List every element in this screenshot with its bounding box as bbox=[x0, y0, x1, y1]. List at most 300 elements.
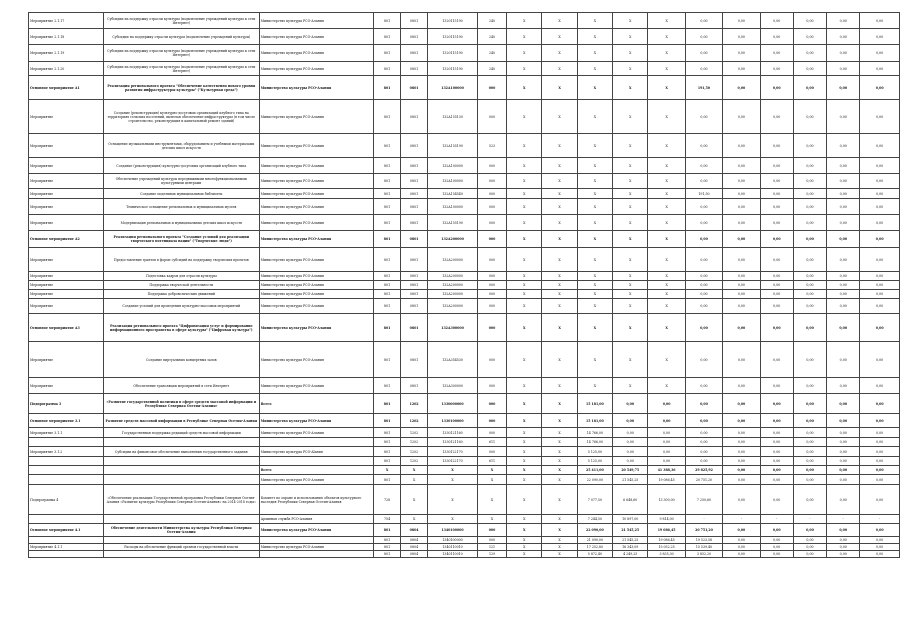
row-vr: 240 bbox=[477, 29, 506, 45]
row-label: Мероприятие bbox=[29, 342, 104, 378]
row-year-7: 0,00 bbox=[723, 174, 760, 189]
row-year-2: X bbox=[542, 45, 577, 62]
row-year-10: 0,00 bbox=[827, 414, 860, 428]
row-title: Создание (реконструкция) культурно-досуговых организаций клубного типа bbox=[103, 158, 259, 174]
row-year-8: 0,00 bbox=[760, 134, 793, 158]
row-vr: 523 bbox=[477, 134, 506, 158]
row-label: Мероприятие bbox=[29, 378, 104, 394]
row-title: Обеспечение учреждений культуры передвижными многофункциональными культурными центрами bbox=[103, 174, 259, 189]
row-csr: 1320115190 bbox=[428, 45, 478, 62]
row-title: Предоставление грантов в форме субсидий на поддержку творческих проектов bbox=[103, 248, 259, 272]
row-title: Субсидии на поддержку отрасли культуры (подключение учреждений культуры к сети Интернет) bbox=[103, 45, 259, 62]
row-vr: 611 bbox=[477, 438, 506, 447]
row-year-9: 0,00 bbox=[793, 215, 826, 231]
row-year-6: 20 751,20 bbox=[685, 524, 722, 537]
row-year-8: 0,00 bbox=[760, 544, 793, 551]
row-year-4: X bbox=[613, 342, 648, 378]
row-csr: X bbox=[428, 515, 478, 524]
row-grbs: 801 bbox=[374, 524, 401, 537]
row-label: Основное мероприятие А3 bbox=[29, 314, 104, 342]
row-year-11: 0,00 bbox=[860, 76, 900, 100]
row-year-3: 5 872,40 bbox=[577, 551, 612, 558]
row-year-11: 0,00 bbox=[860, 342, 900, 378]
row-year-11: 0,00 bbox=[860, 314, 900, 342]
row-label bbox=[29, 438, 104, 447]
row-year-11: 0,00 bbox=[860, 29, 900, 45]
row-vr: 000 bbox=[477, 231, 506, 248]
row-year-3: X bbox=[577, 342, 612, 378]
row-vr: 000 bbox=[477, 174, 506, 189]
row-year-11: 0,00 bbox=[860, 466, 900, 475]
row-year-5: X bbox=[648, 378, 685, 394]
table-row bbox=[29, 290, 900, 299]
row-year-10: 0,00 bbox=[827, 189, 860, 199]
row-label: Основное мероприятие А1 bbox=[29, 76, 104, 100]
row-year-2: X bbox=[542, 29, 577, 45]
row-year-2: X bbox=[542, 414, 577, 428]
row-year-10: 0,00 bbox=[827, 281, 860, 290]
row-year-10: 0,00 bbox=[827, 199, 860, 215]
row-year-10: 0,00 bbox=[827, 394, 860, 414]
row-rzpr: 0801 bbox=[401, 158, 428, 174]
row-year-5: 0,00 bbox=[648, 447, 685, 457]
row-vr: X bbox=[477, 466, 506, 475]
table-row bbox=[29, 466, 900, 475]
row-year-10: 0,00 bbox=[827, 466, 860, 475]
row-rzpr: 0801 bbox=[401, 215, 428, 231]
row-year-3: X bbox=[577, 100, 612, 134]
row-year-5: X bbox=[648, 158, 685, 174]
row-title: Оснащение музыкальными инструментами, оборудованием и учебными материалами детских школ искусств bbox=[103, 134, 259, 158]
row-year-5: 13 300,00 bbox=[648, 485, 685, 515]
row-year-1: X bbox=[507, 231, 542, 248]
row-year-3: X bbox=[577, 62, 612, 76]
row-year-7: 0,00 bbox=[723, 62, 760, 76]
row-grbs: 801 bbox=[374, 447, 401, 457]
row-vr: 000 bbox=[477, 524, 506, 537]
row-year-10: 0,00 bbox=[827, 428, 860, 438]
row-year-2: X bbox=[542, 199, 577, 215]
row-year-5: 0,00 bbox=[648, 438, 685, 447]
row-year-5: X bbox=[648, 174, 685, 189]
row-grbs: 801 bbox=[374, 29, 401, 45]
row-grbs: 801 bbox=[374, 414, 401, 428]
row-grbs: 801 bbox=[374, 394, 401, 414]
row-year-8: 0,00 bbox=[760, 394, 793, 414]
row-year-10: 0,00 bbox=[827, 248, 860, 272]
row-year-3: X bbox=[577, 134, 612, 158]
row-grbs: 801 bbox=[374, 428, 401, 438]
row-year-1: X bbox=[507, 299, 542, 314]
row-title: Реализация регионального проекта "Обеспечение качественно нового уровня развития инфраструктуры культуры" ("Культурная среда") bbox=[103, 76, 259, 100]
row-title bbox=[103, 438, 259, 447]
row-year-4: X bbox=[613, 272, 648, 281]
row-year-4: X bbox=[613, 378, 648, 394]
row-vr: 000 bbox=[477, 314, 506, 342]
row-csr: 1330000000 bbox=[428, 394, 478, 414]
row-csr: 132А300000 bbox=[428, 378, 478, 394]
budget-table-body bbox=[29, 13, 900, 558]
row-year-1: X bbox=[507, 394, 542, 414]
row-label: Основное мероприятие 4.1 bbox=[29, 524, 104, 537]
row-grbs: 801 bbox=[374, 544, 401, 551]
table-row bbox=[29, 62, 900, 76]
row-label: Подпрограмма 3 bbox=[29, 394, 104, 414]
row-year-4: 0,00 bbox=[613, 394, 648, 414]
row-year-4: 21 545,25 bbox=[613, 524, 648, 537]
row-vr: 000 bbox=[477, 290, 506, 299]
row-year-8: 0,00 bbox=[760, 414, 793, 428]
row-executor bbox=[259, 457, 373, 466]
row-year-11: 0,00 bbox=[860, 215, 900, 231]
row-csr: X bbox=[428, 475, 478, 485]
row-year-4: X bbox=[613, 314, 648, 342]
row-year-5: 15 052,25 bbox=[648, 544, 685, 551]
row-year-9: 0,00 bbox=[793, 100, 826, 134]
row-year-8: 0,00 bbox=[760, 231, 793, 248]
row-year-8: 0,00 bbox=[760, 551, 793, 558]
row-year-3: X bbox=[577, 299, 612, 314]
row-year-1: X bbox=[507, 76, 542, 100]
row-label: Мероприятие bbox=[29, 134, 104, 158]
row-year-5: X bbox=[648, 342, 685, 378]
row-executor: Комитет по охране и использованию объектов культурного наследия Республики Северная Осетия-Алания bbox=[259, 485, 373, 515]
row-csr: 1340110010 bbox=[428, 544, 478, 551]
row-year-3: X bbox=[577, 215, 612, 231]
table-row bbox=[29, 475, 900, 485]
row-year-7: 0,00 bbox=[723, 248, 760, 272]
row-year-5: 0,00 bbox=[648, 394, 685, 414]
row-year-9: 0,00 bbox=[793, 199, 826, 215]
row-year-4: 10 897,00 bbox=[613, 515, 648, 524]
row-year-6: 0,00 bbox=[685, 215, 722, 231]
row-executor bbox=[259, 438, 373, 447]
row-year-7: 0,00 bbox=[723, 29, 760, 45]
table-row bbox=[29, 447, 900, 457]
row-year-2: X bbox=[542, 314, 577, 342]
row-label: Мероприятие 2.1.18 bbox=[29, 29, 104, 45]
row-year-8: 0,00 bbox=[760, 45, 793, 62]
row-year-1: X bbox=[507, 515, 542, 524]
row-year-7: - bbox=[723, 515, 760, 524]
row-rzpr: 0801 bbox=[401, 272, 428, 281]
row-title: Создание модельных муниципальных библиотек bbox=[103, 189, 259, 199]
row-csr: 132А200000 bbox=[428, 290, 478, 299]
table-row bbox=[29, 314, 900, 342]
row-executor: Министерство культуры РСО-Алания bbox=[259, 158, 373, 174]
row-vr: 000 bbox=[477, 537, 506, 544]
row-year-9: 0,00 bbox=[793, 447, 826, 457]
row-rzpr: 0801 bbox=[401, 174, 428, 189]
row-year-10: 0,00 bbox=[827, 174, 860, 189]
row-vr: 000 bbox=[477, 158, 506, 174]
row-year-1: X bbox=[507, 314, 542, 342]
table-row bbox=[29, 272, 900, 281]
table-row bbox=[29, 281, 900, 290]
row-rzpr: 0801 bbox=[401, 290, 428, 299]
row-label: Мероприятие 3.1.2 bbox=[29, 447, 104, 457]
row-year-9: 0,00 bbox=[793, 76, 826, 100]
row-executor: Министерство культуры РСО-Алания bbox=[259, 134, 373, 158]
row-year-9: 0,00 bbox=[793, 45, 826, 62]
row-executor: Министерство культуры РСО-Алания bbox=[259, 524, 373, 537]
row-year-6: 0,00 bbox=[685, 62, 722, 76]
row-year-5: 0,00 bbox=[648, 457, 685, 466]
row-vr: 000 bbox=[477, 248, 506, 272]
row-year-11: 0,00 bbox=[860, 272, 900, 281]
table-row bbox=[29, 515, 900, 524]
row-title: «Развитие государственной политики в сфере средств массовой информации и Республике Северная Осетия-Алания» bbox=[103, 394, 259, 414]
row-rzpr: 0804 bbox=[401, 537, 428, 544]
row-year-7: 0,00 bbox=[723, 414, 760, 428]
row-grbs: 801 bbox=[374, 475, 401, 485]
row-year-1: X bbox=[507, 524, 542, 537]
row-vr: 000 bbox=[477, 342, 506, 378]
table-row bbox=[29, 394, 900, 414]
row-year-9: 0,00 bbox=[793, 428, 826, 438]
row-year-7: 0,00 bbox=[723, 466, 760, 475]
row-year-7: 0,00 bbox=[723, 457, 760, 466]
row-csr: 132А155130 bbox=[428, 100, 478, 134]
row-year-8: 0,00 bbox=[760, 248, 793, 272]
row-year-7: 0,00 bbox=[723, 537, 760, 544]
row-rzpr: 0804 bbox=[401, 544, 428, 551]
table-row bbox=[29, 544, 900, 551]
row-year-10: 0,00 bbox=[827, 457, 860, 466]
row-year-8: 0,00 bbox=[760, 447, 793, 457]
row-vr: 121 bbox=[477, 544, 506, 551]
row-year-4: X bbox=[613, 62, 648, 76]
row-year-9: 0,00 bbox=[793, 174, 826, 189]
row-year-2: X bbox=[542, 281, 577, 290]
row-year-8: 0,00 bbox=[760, 299, 793, 314]
row-rzpr: X bbox=[401, 515, 428, 524]
row-year-2: X bbox=[542, 248, 577, 272]
row-label: Мероприятие bbox=[29, 199, 104, 215]
row-year-1: X bbox=[507, 290, 542, 299]
row-year-5: X bbox=[648, 231, 685, 248]
row-executor: Министерство культуры РСО-Алания bbox=[259, 13, 373, 29]
row-year-4: X bbox=[613, 174, 648, 189]
row-year-3: 5 125,00 bbox=[577, 457, 612, 466]
row-label: Мероприятие bbox=[29, 299, 104, 314]
row-csr: 132А200000 bbox=[428, 272, 478, 281]
row-year-3: X bbox=[577, 314, 612, 342]
row-year-11: 0,00 bbox=[860, 428, 900, 438]
row-year-9: 0,00 bbox=[793, 466, 826, 475]
row-year-6: 7 250,60 bbox=[685, 485, 722, 515]
row-label: Мероприятие 2.1.20 bbox=[29, 62, 104, 76]
row-year-11: 0,00 bbox=[860, 189, 900, 199]
table-row bbox=[29, 45, 900, 62]
row-title: Создание (реконструкция) культурно-досуговых организаций клубного типа на территориях сельских поселений, включая обеспечение инфраструктуры (в том числе строительство, реконструкция и капитальный ремонт зданий) bbox=[103, 100, 259, 134]
row-executor: Министерство культуры РСО-Алания bbox=[259, 248, 373, 272]
row-year-3: 7 244,50 bbox=[577, 515, 612, 524]
row-csr: 132А200000 bbox=[428, 248, 478, 272]
row-year-10: 0,00 bbox=[827, 158, 860, 174]
row-title: Поддержка творческой деятельности bbox=[103, 281, 259, 290]
row-label: Основное мероприятие А2 bbox=[29, 231, 104, 248]
row-year-2: X bbox=[542, 174, 577, 189]
row-title: Модернизация региональных и муниципальных детских школ искусств bbox=[103, 215, 259, 231]
row-year-10: 0,00 bbox=[827, 524, 860, 537]
row-grbs: 801 bbox=[374, 378, 401, 394]
row-year-9: 0,00 bbox=[793, 475, 826, 485]
row-year-3: X bbox=[577, 76, 612, 100]
row-rzpr: 0801 bbox=[401, 281, 428, 290]
row-year-9: 0,00 bbox=[793, 314, 826, 342]
row-year-2: X bbox=[542, 299, 577, 314]
row-executor: Министерство культуры РСО-Алания bbox=[259, 199, 373, 215]
row-year-8: 0,00 bbox=[760, 281, 793, 290]
row-year-2: X bbox=[542, 342, 577, 378]
row-year-2: X bbox=[542, 551, 577, 558]
row-year-8: 0,00 bbox=[760, 100, 793, 134]
row-year-4: 6 648,60 bbox=[613, 485, 648, 515]
row-vr: 240 bbox=[477, 62, 506, 76]
row-year-9: 0,00 bbox=[793, 414, 826, 428]
row-vr: 000 bbox=[477, 76, 506, 100]
row-year-11: 0,00 bbox=[860, 231, 900, 248]
row-year-2: X bbox=[542, 537, 577, 544]
row-year-2: X bbox=[542, 76, 577, 100]
row-year-10: 0,00 bbox=[827, 342, 860, 378]
row-year-11: - bbox=[860, 515, 900, 524]
row-year-11: 0,00 bbox=[860, 62, 900, 76]
row-year-8: 0,00 bbox=[760, 62, 793, 76]
row-year-4: X bbox=[613, 215, 648, 231]
row-title: Поддержка добровольческих движений bbox=[103, 290, 259, 299]
row-label: Основное мероприятие 3.1 bbox=[29, 414, 104, 428]
row-title bbox=[103, 466, 259, 475]
row-grbs: 801 bbox=[374, 158, 401, 174]
row-rzpr: 0804 bbox=[401, 524, 428, 537]
row-year-9: 0,00 bbox=[793, 62, 826, 76]
row-grbs: 801 bbox=[374, 281, 401, 290]
row-year-7: 0,00 bbox=[723, 13, 760, 29]
row-year-4: 0,00 bbox=[613, 428, 648, 438]
row-grbs: 801 bbox=[374, 457, 401, 466]
table-row bbox=[29, 199, 900, 215]
row-title: Подготовка кадров для отрасли культуры bbox=[103, 272, 259, 281]
row-year-5: 9 814,00 bbox=[648, 515, 685, 524]
row-grbs: 801 bbox=[374, 174, 401, 189]
row-title: Реализация регионального проекта "Цифровизация услуг и формирование информационного пространства в сфере культуры" ("Цифровая культура") bbox=[103, 314, 259, 342]
row-csr: 132А200000 bbox=[428, 231, 478, 248]
table-row bbox=[29, 76, 900, 100]
row-executor bbox=[259, 551, 373, 558]
row-year-2: X bbox=[542, 394, 577, 414]
row-rzpr: 0801 bbox=[401, 62, 428, 76]
row-year-1: X bbox=[507, 551, 542, 558]
table-row bbox=[29, 215, 900, 231]
row-year-7: 0,00 bbox=[723, 447, 760, 457]
row-year-3: 15 181,00 bbox=[577, 414, 612, 428]
row-year-10: 0,00 bbox=[827, 378, 860, 394]
row-year-2: X bbox=[542, 524, 577, 537]
row-year-6: 0,00 bbox=[685, 248, 722, 272]
row-year-6: 0,00 bbox=[685, 174, 722, 189]
row-year-2: X bbox=[542, 231, 577, 248]
row-year-1: X bbox=[507, 466, 542, 475]
row-csr: 1330122170 bbox=[428, 457, 478, 466]
row-year-7: 0,00 bbox=[723, 378, 760, 394]
row-year-2: X bbox=[542, 475, 577, 485]
row-year-11: 0,00 bbox=[860, 485, 900, 515]
row-grbs: 728 bbox=[374, 485, 401, 515]
row-year-6: 0,00 bbox=[685, 342, 722, 378]
row-label bbox=[29, 466, 104, 475]
row-year-1: X bbox=[507, 378, 542, 394]
table-row bbox=[29, 158, 900, 174]
row-year-3: X bbox=[577, 158, 612, 174]
row-year-4: 0,00 bbox=[613, 447, 648, 457]
row-year-2: X bbox=[542, 457, 577, 466]
row-rzpr: 0801 bbox=[401, 189, 428, 199]
row-year-9: 0,00 bbox=[793, 272, 826, 281]
row-vr: 000 bbox=[477, 281, 506, 290]
row-year-4: X bbox=[613, 281, 648, 290]
row-year-7: 0,00 bbox=[723, 134, 760, 158]
row-csr: 1320115190 bbox=[428, 29, 478, 45]
row-year-3: 21 090,00 bbox=[577, 537, 612, 544]
table-row bbox=[29, 189, 900, 199]
row-year-7: 0,00 bbox=[723, 215, 760, 231]
row-year-3: X bbox=[577, 290, 612, 299]
row-rzpr: 1202 bbox=[401, 428, 428, 438]
row-year-6: 0,00 bbox=[685, 281, 722, 290]
table-row bbox=[29, 457, 900, 466]
row-vr: 000 bbox=[477, 100, 506, 134]
row-year-7: 0,00 bbox=[723, 76, 760, 100]
row-year-10: 0,00 bbox=[827, 231, 860, 248]
row-year-7: 0,00 bbox=[723, 394, 760, 414]
row-year-1: X bbox=[507, 100, 542, 134]
row-year-1: X bbox=[507, 447, 542, 457]
row-year-6: 0,00 bbox=[685, 457, 722, 466]
row-year-2: X bbox=[542, 134, 577, 158]
table-row bbox=[29, 299, 900, 314]
row-rzpr: 1202 bbox=[401, 414, 428, 428]
row-year-2: X bbox=[542, 466, 577, 475]
row-year-1: X bbox=[507, 215, 542, 231]
row-rzpr: 1202 bbox=[401, 394, 428, 414]
row-grbs: 801 bbox=[374, 199, 401, 215]
row-executor: Министерство культуры РСО-Алания bbox=[259, 290, 373, 299]
row-label: Мероприятие bbox=[29, 174, 104, 189]
row-year-5: X bbox=[648, 199, 685, 215]
row-year-4: X bbox=[613, 248, 648, 272]
row-year-10: 0,00 bbox=[827, 29, 860, 45]
row-year-5: X bbox=[648, 62, 685, 76]
row-year-5: X bbox=[648, 13, 685, 29]
row-rzpr: 0801 bbox=[401, 299, 428, 314]
row-year-6: 0,00 bbox=[685, 378, 722, 394]
row-year-9: 0,00 bbox=[793, 378, 826, 394]
row-year-4: 21 545,25 bbox=[613, 475, 648, 485]
row-year-11: 0,00 bbox=[860, 199, 900, 215]
row-year-5: X bbox=[648, 215, 685, 231]
row-year-11: 0,00 bbox=[860, 537, 900, 544]
row-year-6: 0,00 bbox=[685, 13, 722, 29]
row-year-1: X bbox=[507, 62, 542, 76]
table-row bbox=[29, 378, 900, 394]
row-label: Мероприятие bbox=[29, 189, 104, 199]
row-title bbox=[103, 551, 259, 558]
row-year-1: X bbox=[507, 537, 542, 544]
row-year-6: 19 523,58 bbox=[685, 537, 722, 544]
row-year-6: 0,00 bbox=[685, 394, 722, 414]
